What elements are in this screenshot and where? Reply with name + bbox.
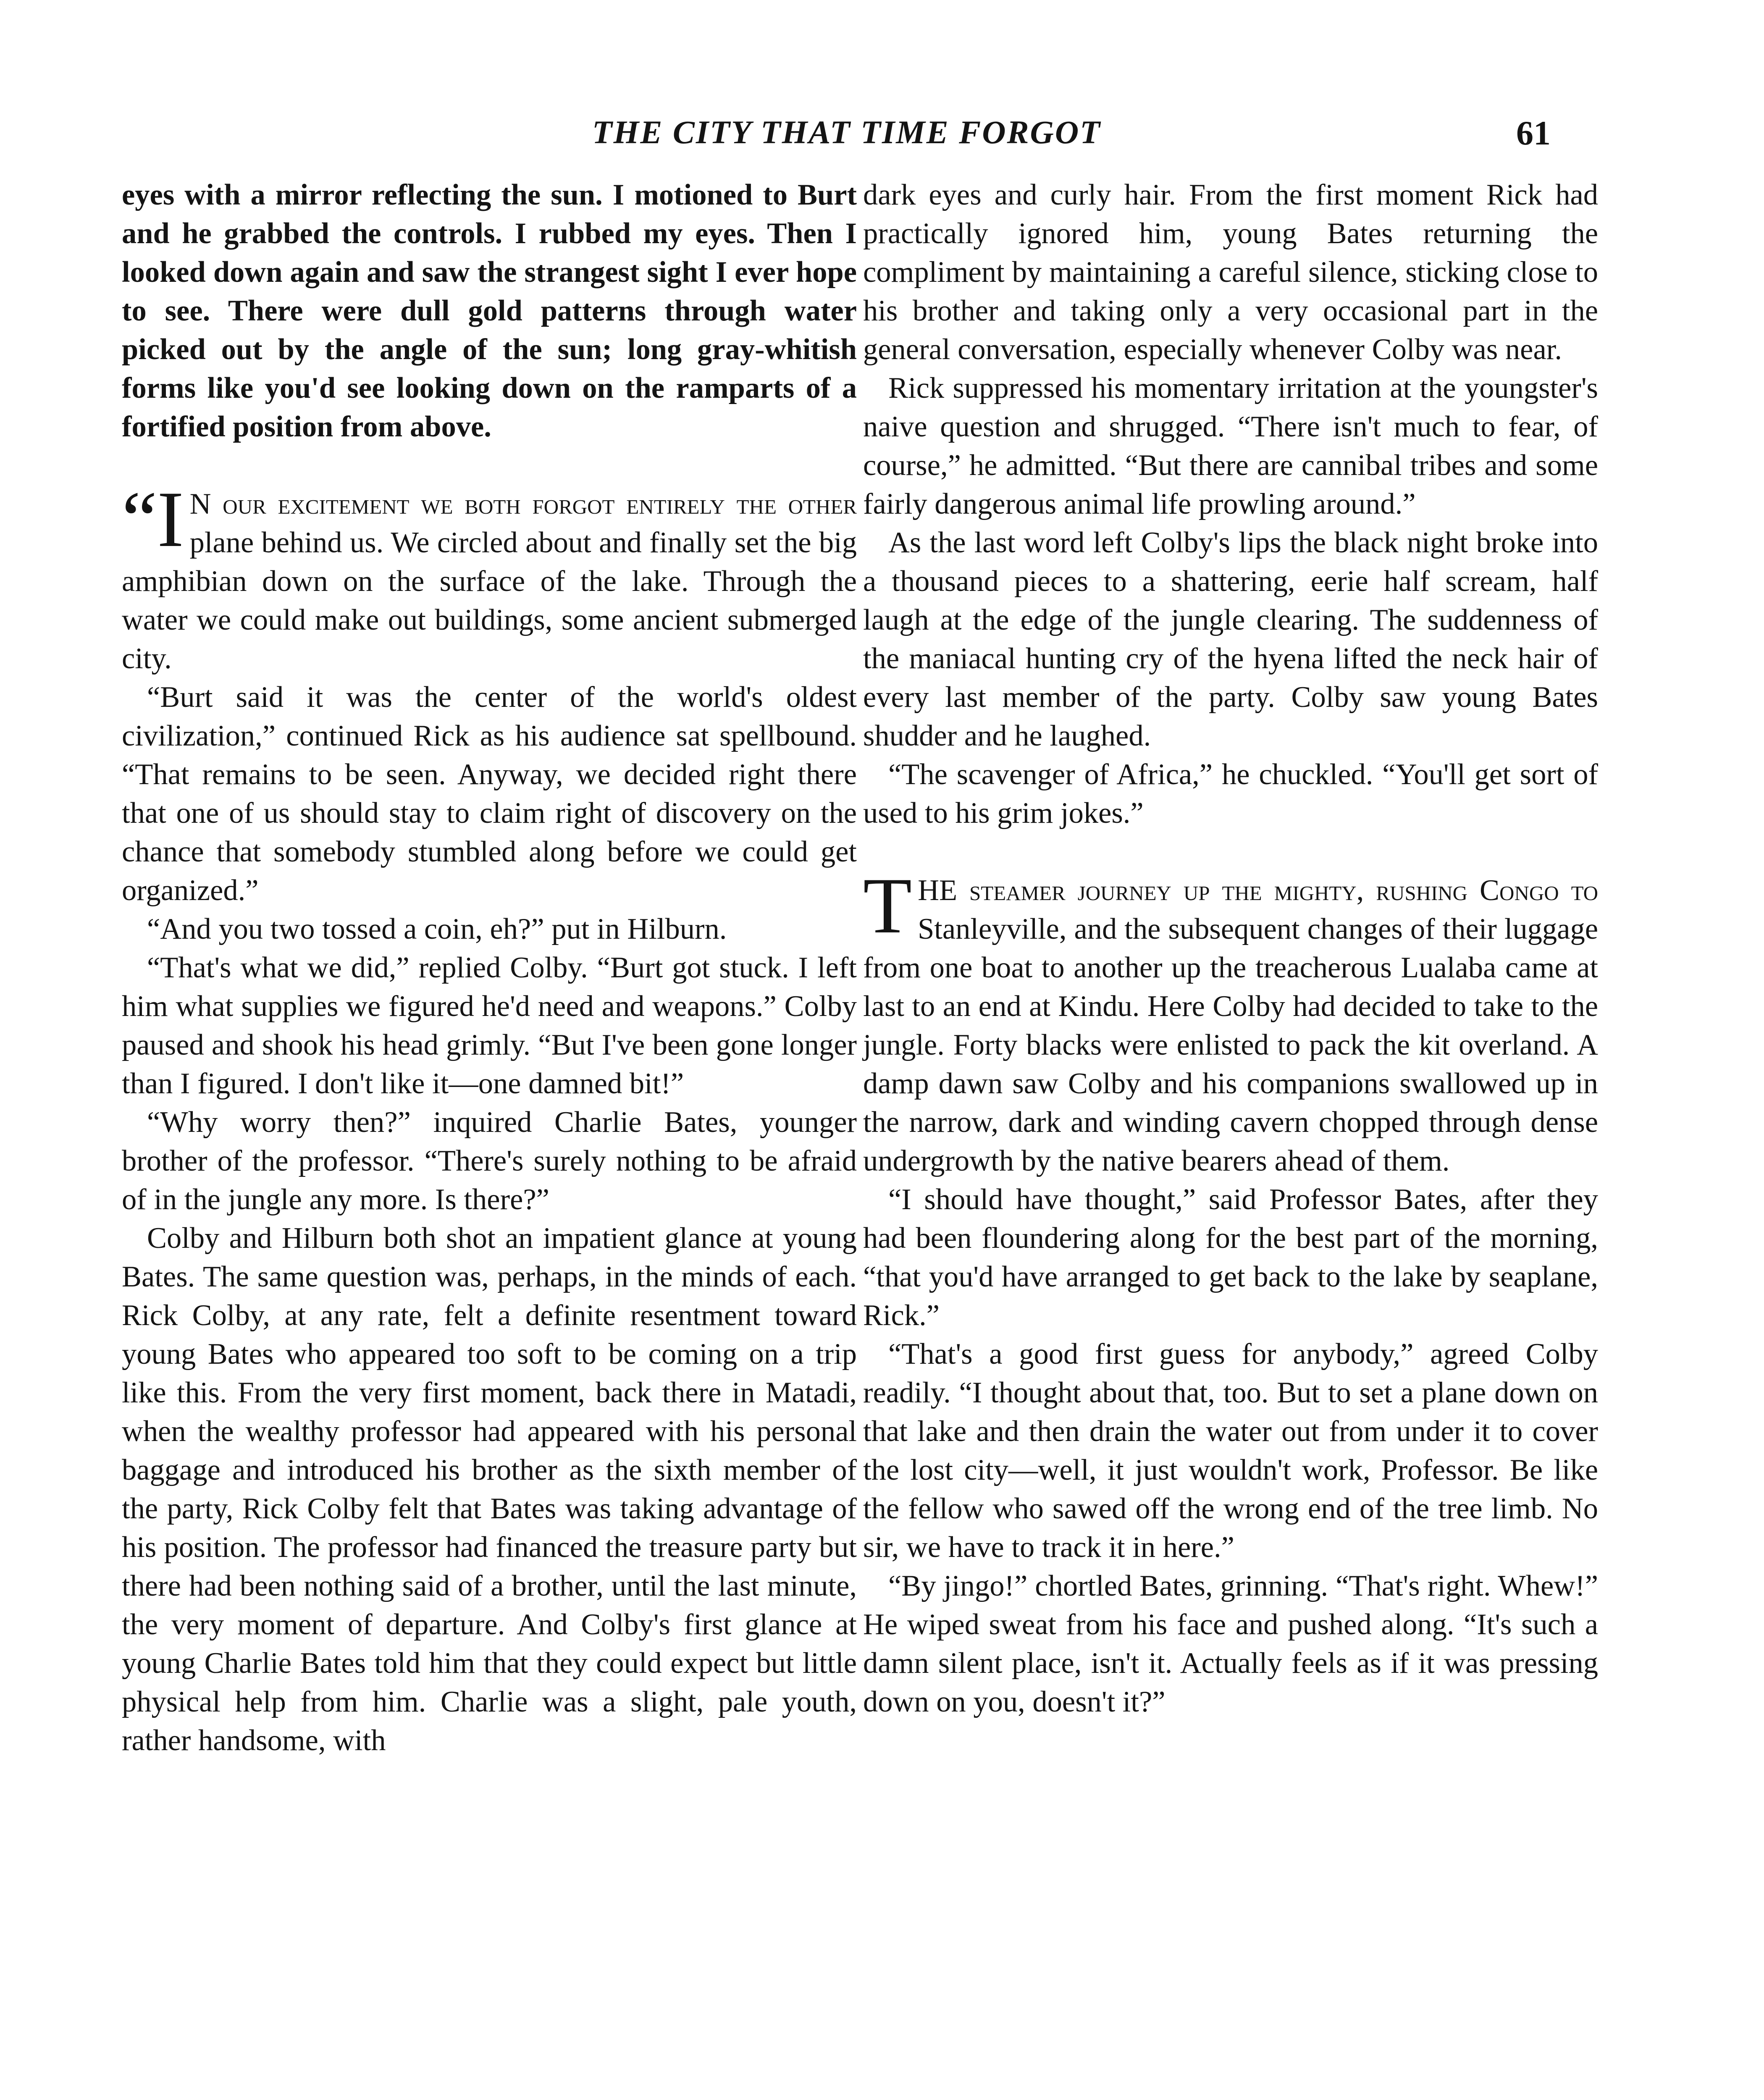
paragraph-text: N our excitement we both forgot entirely the other plane behind us. We circled about and finally set the big amphibian down on the surface of the lake. Through the water we could make out buildings, some ancient submerged city. — [122, 488, 857, 675]
paragraph: “And you two tossed a coin, eh?” put in Hilburn. — [147, 913, 727, 945]
page-number: 61 — [1516, 114, 1551, 152]
paragraph-text: HE steamer journey up the mighty, rushing Congo to Stanleyville, and the subsequent changes of their luggage from one boat to another up the treacherous Lualaba came at last to an end at Kindu. Here Colby had decided to take to the jungle. Forty blacks were enlisted to pack the kit overland. A damp dawn saw Colby and his companions swallowed up in the narrow, dark and winding cavern chopped through dense undergrowth by the native bearers ahead of them. — [863, 874, 1598, 1177]
running-header — [0, 113, 1764, 168]
drop-cap: T — [863, 862, 912, 950]
paragraph: “That's a good first guess for anybody,” agreed Colby readily. “I thought about that, too. But to set a plane down on that lake and then drain the water out from under it to cover the lost city—well, it just wouldn't work, Professor. Be like the fellow who sawed off the wrong end of the tree limb. No sir, we have to track it in here.” — [863, 1338, 1598, 1564]
paragraph: Rick suppressed his momentary irritation at the youngster's naive question and shrugged. “There isn't much to fear, of course,” he admitted. “But there are cannibal tribes and some fairly dangerous animal life prowling around.” — [863, 372, 1598, 520]
paragraph: dark eyes and curly hair. From the first moment Rick had practically ignored him, young Bates returning the compliment by maintaining a careful silence, sticking close to his brother and taking only a very occasional part in the general conversation, especially whenever Colby was near. — [863, 178, 1598, 366]
paragraph: “That's what we did,” replied Colby. “Burt got stuck. I left him what supplies we figured he'd need and weapons.” Colby paused and shook his head grimly. “But I've been gone longer than I figured. I don't like it—one damned bit!” — [122, 951, 857, 1100]
drop-cap: “I — [122, 475, 184, 564]
section-paragraph — [863, 862, 1598, 1180]
running-title: THE CITY THAT TIME FORGOT — [592, 114, 1101, 150]
paragraph: “The scavenger of Africa,” he chuckled. “You'll get sort of used to his grim jokes.” — [863, 758, 1598, 830]
paragraph: “Why worry then?” inquired Charlie Bates, younger brother of the professor. “There's surely nothing to be afraid of in the jungle any more. Is there?” — [122, 1106, 857, 1216]
paragraph: “I should have thought,” said Professor Bates, after they had been floundering along for the best part of the morning, “that you'd have arranged to get back to the lake by seaplane, Rick.” — [863, 1183, 1598, 1332]
paragraph: Colby and Hilburn both shot an impatient glance at young Bates. The same question was, perhaps, in the minds of each. Rick Colby, at any rate, felt a definite resentment toward young Bates who appeared too soft to be coming on a trip like this. From the very first moment, back there in Matadi, when the wealthy professor had appeared with his personal baggage and introduced his brother as the sixth member of the party, Rick Colby felt that Bates was taking advantage of his position. The professor had financed the treasure party but there had been nothing said of a brother, until the last minute, the very moment of departure. And Colby's first glance at young Charlie Bates told him that they could expect but little physical help from him. Charlie was a slight, pale youth, rather handsome, with — [122, 1222, 857, 1757]
right-column — [863, 176, 1598, 1721]
paragraph: As the last word left Colby's lips the black night broke into a thousand pieces to a shattering, eerie half scream, half laugh at the edge of the jungle clearing. The suddenness of the maniacal hunting cry of the hyena lifted the neck hair of every last member of the party. Colby saw young Bates shudder and he laughed. — [863, 526, 1598, 752]
paragraph: “Burt said it was the center of the world's oldest civilization,” continued Rick as his audience sat spellbound. “That remains to be seen. Anyway, we decided right there that one of us should stay to claim right of discovery on the chance that somebody stumbled along before we could get organized.” — [122, 681, 857, 907]
left-column — [122, 176, 857, 1760]
section-paragraph — [122, 475, 857, 678]
paragraph: “By jingo!” chortled Bates, grinning. “That's right. Whew!” He wiped sweat from his face and pushed along. “It's such a damn silent place, isn't it. Actually feels as if it was pressing down on you, doesn't it?” — [863, 1570, 1598, 1718]
paragraph: eyes with a mirror reflecting the sun. I motioned to Burt and he grabbed the controls. I rubbed my eyes. Then I looked down again and saw the strangest sight I ever hope to see. There were dull gold patterns through water picked out by the angle of the sun; long gray-whitish forms like you'd see looking down on the ramparts of a fortified position from above. — [122, 178, 857, 443]
